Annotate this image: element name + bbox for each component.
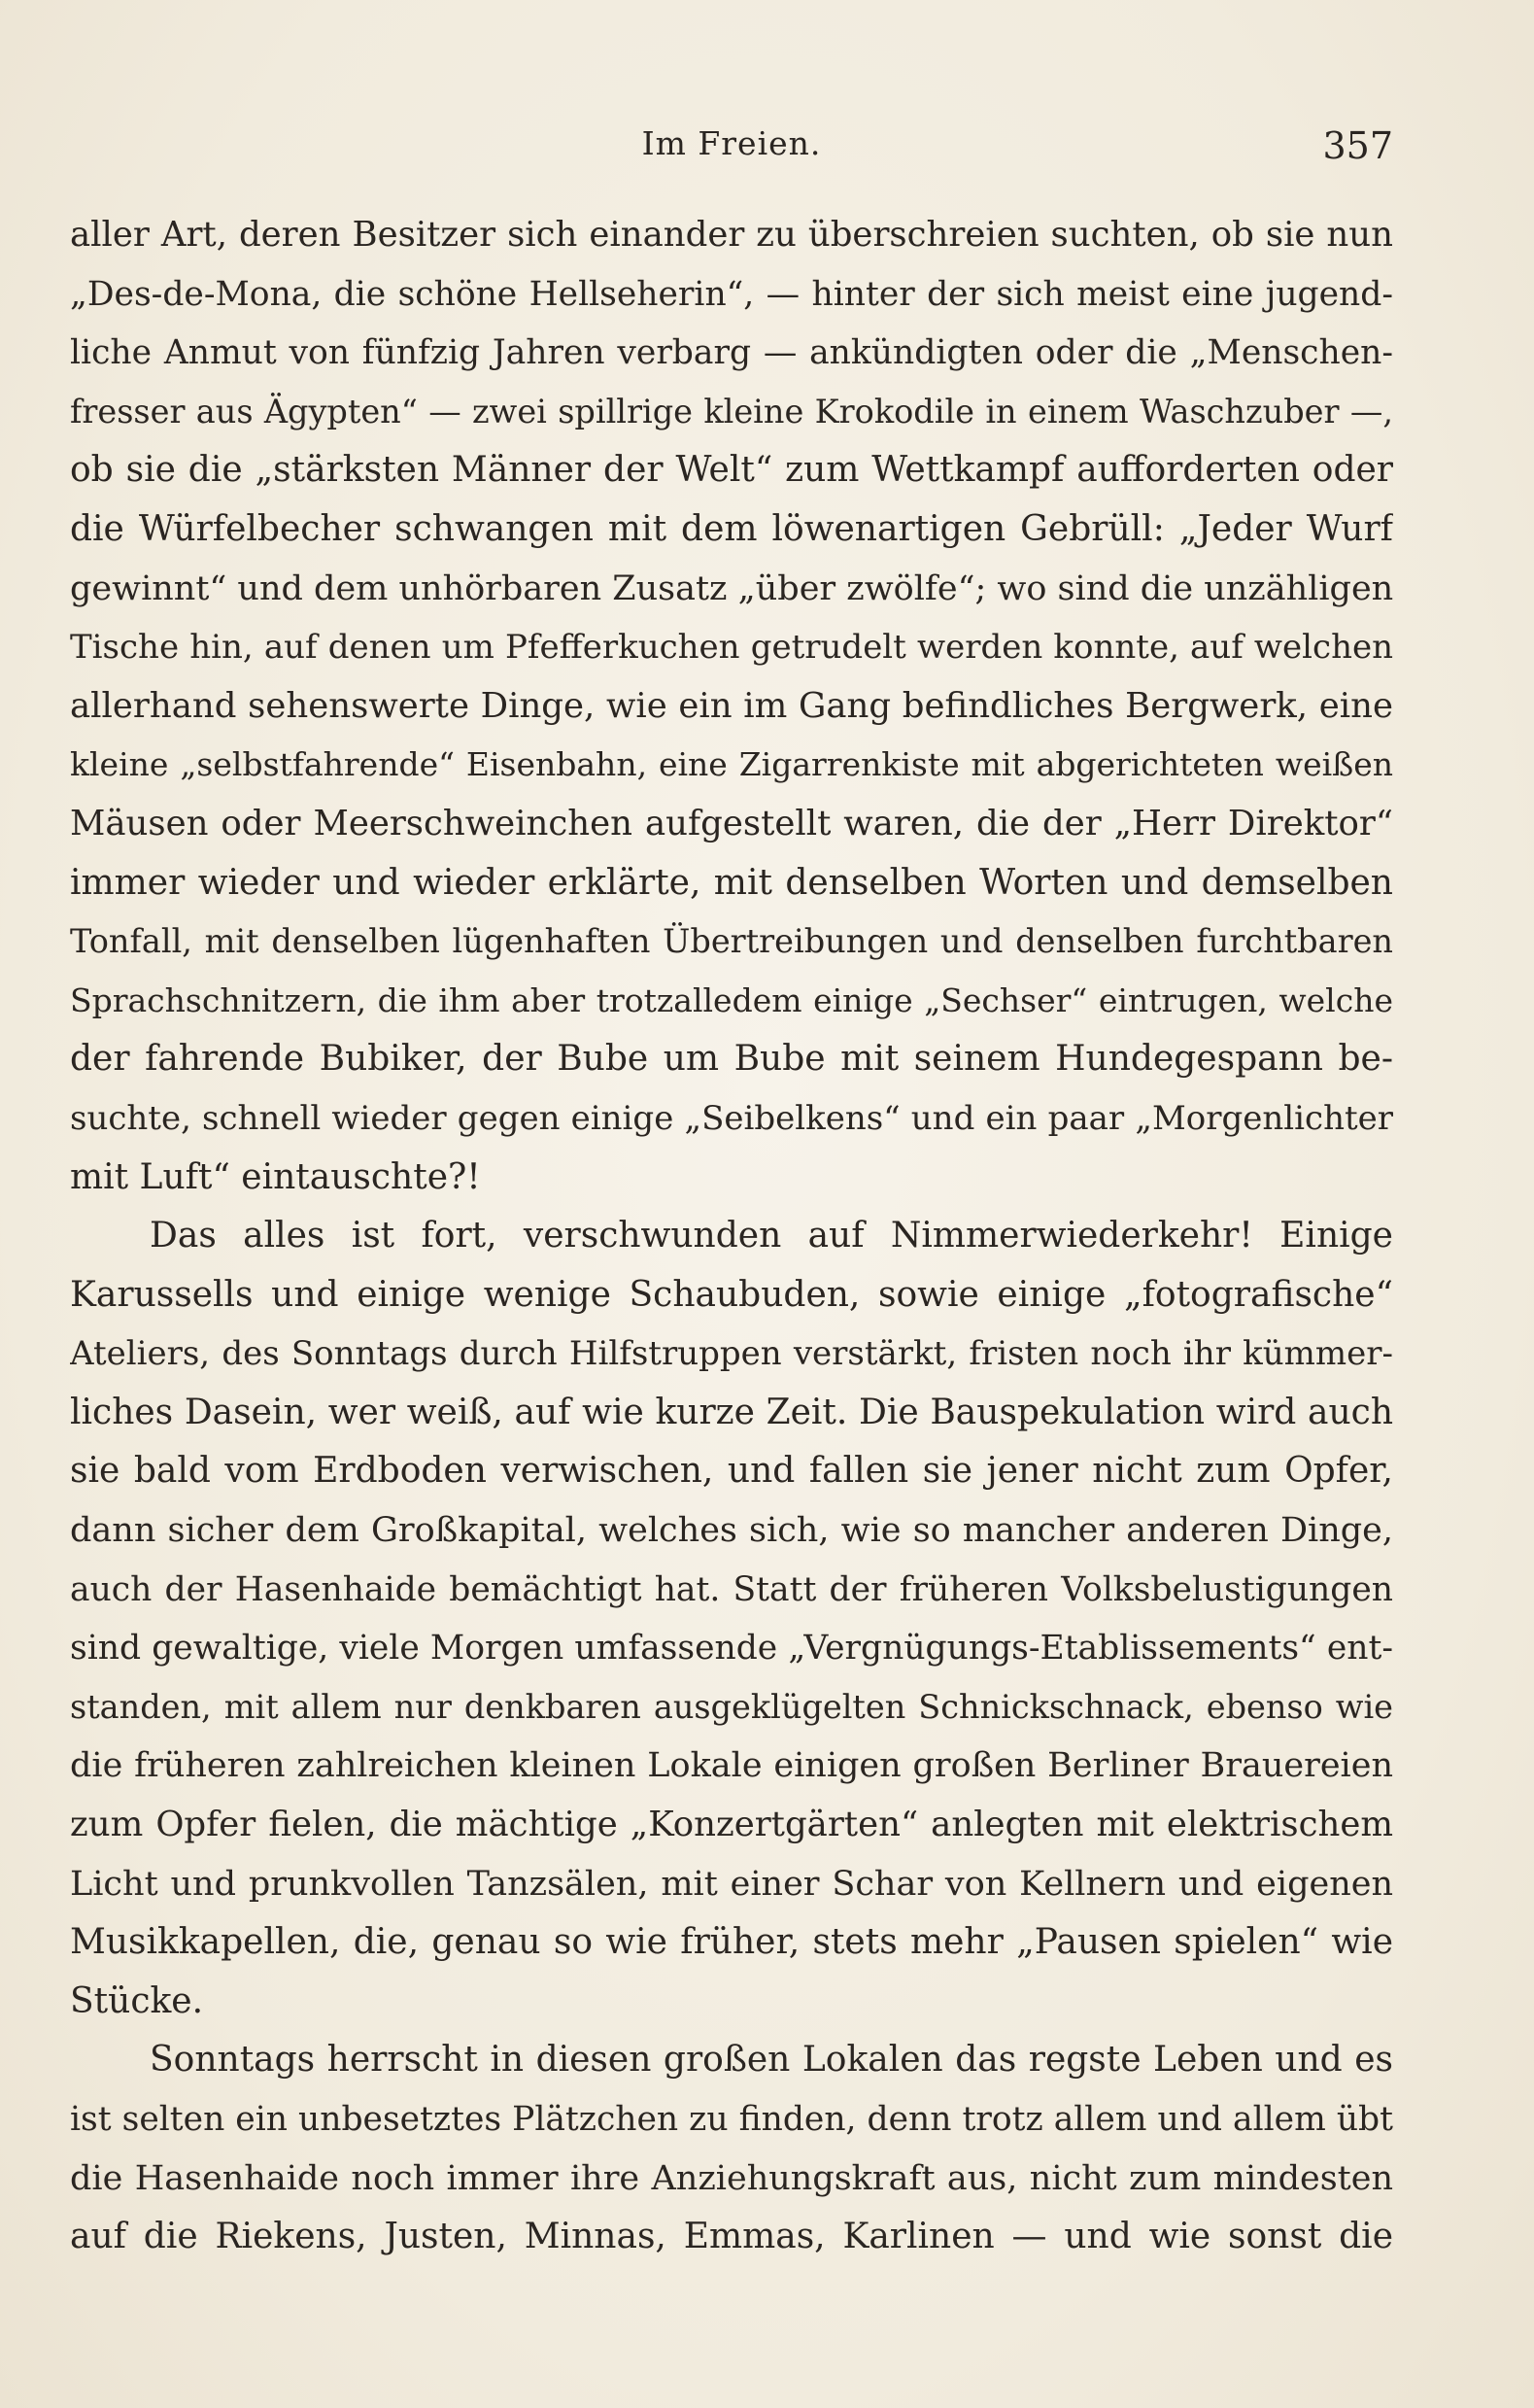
text-line: Musikkapellen, die, genau so wie früher, stets mehr „Pausen spielen“ wie xyxy=(70,1922,1393,1963)
text-line: sind gewaltige, viele Morgen umfassende „Vergnügungs-Etablissements“ ent- xyxy=(70,1629,1393,1668)
text-line: sie bald vom Erdboden verwischen, und fallen sie jener nicht zum Opfer, xyxy=(70,1451,1393,1492)
text-line: Mäusen oder Meerschweinchen aufgestellt waren, die der „Herr Direktor“ xyxy=(70,803,1393,843)
text-line: zum Opfer fielen, die mächtige „Konzertgärten“ anlegten mit elektrischem xyxy=(70,1805,1393,1845)
text-line: Sonntags herrscht in diesen großen Lokalen das regste Leben und es xyxy=(150,2040,1393,2081)
text-line: aller Art, deren Besitzer sich einander zu überschreien suchten, ob sie nun xyxy=(70,215,1393,255)
text-line: dann sicher dem Großkapital, welches sich, wie so mancher anderen Dinge, xyxy=(70,1511,1393,1551)
text-line: Karussells und einige wenige Schaubuden, sowie einige „fotografische“ xyxy=(70,1274,1393,1315)
text-line: Sprachschnitzern, die ihm aber trotzalledem einige „Sechser“ eintrugen, welche xyxy=(70,980,1393,1019)
text-line: mit Luft“ eintauschte?! xyxy=(70,1156,481,1197)
page-number: 357 xyxy=(1322,124,1393,167)
text-line: „Des-de-Mona, die schöne Hellseherin“, — hinter der sich meist eine jugend- xyxy=(70,274,1393,314)
text-line: auch der Hasenhaide bemächtigt hat. Statt der früheren Volksbelustigungen xyxy=(70,1569,1393,1609)
paragraph-2 xyxy=(70,1207,1393,2031)
text-line: auf die Riekens, Justen, Minnas, Emmas, Karlinen — und wie sonst die xyxy=(70,2217,1393,2257)
paragraph-1 xyxy=(70,206,1393,1207)
body-text xyxy=(70,206,1393,2267)
text-line: die Hasenhaide noch immer ihre Anziehungskraft aus, nicht zum mindesten xyxy=(70,2158,1393,2198)
text-line: liches Dasein, wer weiß, auf wie kurze Zeit. Die Bauspekulation wird auch xyxy=(70,1392,1393,1432)
text-line: der fahrende Bubiker, der Bube um Bube mit seinem Hundegespann be- xyxy=(70,1039,1393,1080)
text-line: fresser aus Ägypten“ — zwei spillrige kleine Krokodile in einem Waschzuber —, xyxy=(70,392,1393,430)
text-line: kleine „selbstfahrende“ Eisenbahn, eine Zigarrenkiste mit abgerichteten weißen xyxy=(70,745,1393,784)
text-line: standen, mit allem nur denkbaren ausgeklügelten Schnickschnack, ebenso wie xyxy=(70,1687,1393,1726)
text-line: Ateliers, des Sonntags durch Hilfstruppen verstärkt, fristen noch ihr kümmer- xyxy=(70,1334,1393,1374)
text-line: immer wieder und wieder erklärte, mit denselben Worten und demselben xyxy=(70,862,1393,903)
text-line: Das alles ist fort, verschwunden auf Nimmerwiederkehr! Einige xyxy=(150,1216,1393,1256)
text-line: gewinnt“ und dem unhörbaren Zusatz „über zwölfe“; wo sind die unzähligen xyxy=(70,568,1393,608)
text-line: die früheren zahlreichen kleinen Lokale einigen großen Berliner Brauereien xyxy=(70,1746,1393,1786)
text-line: ob sie die „stärksten Männer der Welt“ zum Wettkampf aufforderten oder xyxy=(70,450,1393,491)
text-line: Licht und prunkvollen Tanzsälen, mit einer Schar von Kellnern und eigenen xyxy=(70,1864,1393,1904)
text-line: Tonfall, mit denselben lügenhaften Übertreibungen und denselben furchtbaren xyxy=(70,922,1393,961)
paragraph-3 xyxy=(70,2031,1393,2266)
running-title: Im Freien. xyxy=(641,124,822,162)
text-line: allerhand sehenswerte Dinge, wie ein im Gang befindliches Bergwerk, eine xyxy=(70,685,1393,726)
text-line: Stücke. xyxy=(70,1980,204,2021)
text-line: Tische hin, auf denen um Pfefferkuchen getrudelt werden konnte, auf welchen xyxy=(70,628,1393,668)
text-line: ist selten ein unbesetztes Plätzchen zu finden, denn trotz allem und allem übt xyxy=(70,2100,1393,2139)
page-header xyxy=(70,124,1393,173)
text-line: die Würfelbecher schwangen mit dem löwenartigen Gebrüll: „Jeder Wurf xyxy=(70,508,1393,549)
text-line: liche Anmut von fünfzig Jahren verbarg — ankündigten oder die „Menschen- xyxy=(70,333,1393,373)
text-line: suchte, schnell wieder gegen einige „Seibelkens“ und ein paar „Morgenlichter xyxy=(70,1098,1393,1138)
